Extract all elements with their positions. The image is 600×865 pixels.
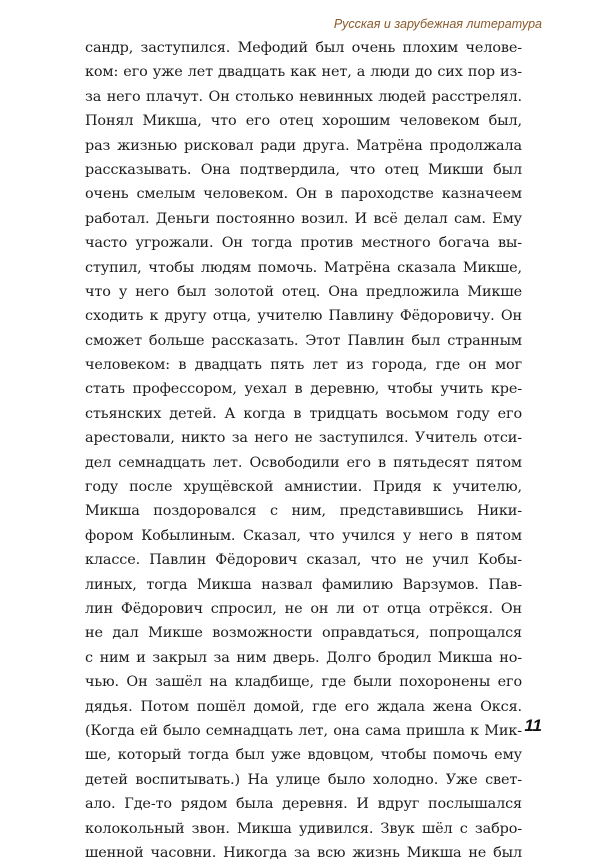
text-line: ше, который тогда был уже вдовцом, чтобы помочь ему [85,747,522,764]
text-line: детей воспитывать.) На улице было холодно. Уже свет- [85,771,522,788]
text-line: дел семнадцать лет. Освободили его в пятьдесят пятом [85,454,522,471]
text-line: ком: его уже лет двадцать как нет, а люди до сих пор из- [85,64,522,81]
text-line: Понял Микша, что его отец хорошим человеком был, [85,113,522,130]
text-line: колокольный звон. Микша удивился. Звук шёл с забро- [85,820,522,837]
text-line: работал. Деньги постоянно возил. И всё делал сам. Ему [85,210,522,227]
text-line: (Когда ей было семнадцать лет, она сама пришла к Мик- [85,722,522,739]
text-line: не дал Микше возможности оправдаться, попрощался [85,625,522,642]
text-line: году после хрущёвской амнистии. Придя к учителю, [85,479,522,496]
text-line: линых, тогда Микша назвал фамилию Варзумов. Пав- [85,576,522,593]
text-line: арестовали, никто за него не заступился. Учитель отси- [85,430,522,447]
text-line: чью. Он зашёл на кладбище, где были похоронены его [85,674,522,691]
text-line: рассказывать. Она подтвердила, что отец Микши был [85,161,522,178]
text-line: сандр, заступился. Мефодий был очень плохим челове- [85,40,522,56]
text-line: сможет больше рассказать. Этот Павлин был странным [85,332,522,349]
text-line: с ним и закрыл за ним дверь. Долго бродил Микша но- [85,649,522,666]
text-line: очень смелым человеком. Он в пароходстве казначеем [85,186,522,203]
text-line: за него плачут. Он столько невинных людей расстрелял. [85,88,522,105]
text-line: раз жизнью рисковал ради друга. Матрёна продолжала [85,137,522,154]
body-text [85,36,522,865]
text-line: ступил, чтобы людям помочь. Матрёна сказала Микше, [85,259,522,276]
text-line: что у него был золотой отец. Она предложила Микше [85,283,522,300]
text-line: фором Кобылиным. Сказал, что учился у него в пятом [85,527,522,544]
text-line: человеком: в двадцать пять лет из города, где он мог [85,357,522,374]
text-line: дядья. Потом пошёл домой, где его ждала жена Окся. [85,698,522,715]
text-line: шенной часовни. Никогда за всю жизнь Микша не был [85,844,522,861]
text-line: стать профессором, уехал в деревню, чтобы учить кре- [85,381,522,398]
running-header: Русская и зарубежная литература [333,17,542,31]
text-line: Микша поздоровался с ним, представившись Ники- [85,503,522,520]
page-number: 11 [524,716,542,735]
text-line: лин Фёдорович спросил, не он ли от отца отрёкся. Он [85,600,522,617]
text-line: классе. Павлин Фёдорович сказал, что не учил Кобы- [85,552,522,569]
text-line: ало. Где-то рядом была деревня. И вдруг послышался [85,796,522,813]
text-line: часто угрожали. Он тогда против местного богача вы- [85,235,522,252]
text-line: сходить к другу отца, учителю Павлину Фёдоровичу. Он [85,308,522,325]
text-line: стьянских детей. А когда в тридцать восьмом году его [85,405,522,422]
